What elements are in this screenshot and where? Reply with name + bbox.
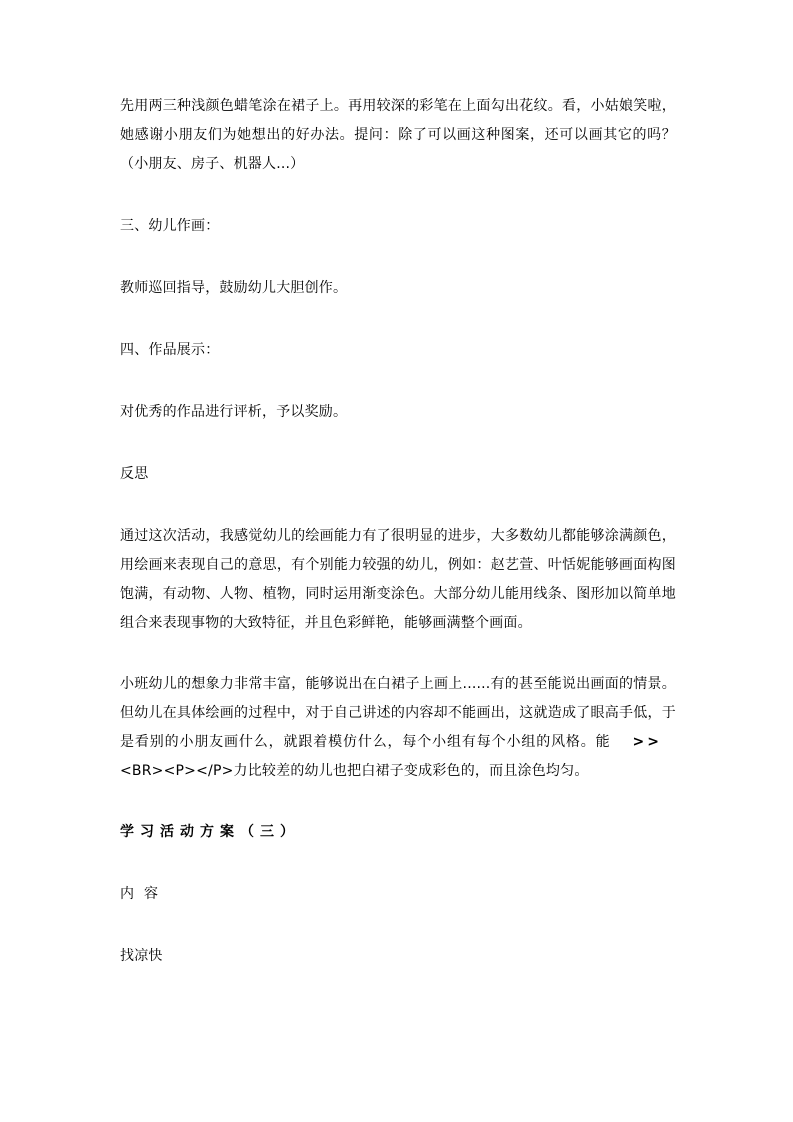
paragraph-teacher-guidance: 教师巡回指导，鼓励幼儿大胆创作。 — [120, 280, 348, 296]
document-body — [120, 92, 676, 1004]
imagination-text-end: <BR><P></P>力比较差的幼儿也把白裙子变成彩色的，而且涂色均匀。 — [120, 763, 589, 779]
paragraph-evaluation: 对优秀的作品进行评析，予以奖励。 — [120, 404, 348, 420]
section-heading-work-display: 四、作品展示： — [120, 342, 220, 358]
arrows-marker: >> — [632, 734, 662, 750]
activity-title: 找凉快 — [120, 948, 163, 964]
paragraph-reflection-progress: 通过这次活动，我感觉幼儿的绘画能力有了很明显的进步，大多数幼儿都能够涂满颜色，用绘画来表现自己的意思，有个别能力较强的幼儿，例如：赵艺萱、叶恬妮能够画面构图饱满，有动物、人物、植物，同时运用渐变涂色。大部分幼儿能用线条、图形加以简单地组合来表现事物的大致特征，并且色彩鲜艳，能够画满整个画面。 — [120, 528, 676, 631]
reflection-heading: 反思 — [120, 466, 149, 482]
activity-plan-heading: 学习活动方案（三） — [120, 824, 300, 840]
section-heading-children-drawing: 三、幼儿作画： — [120, 218, 220, 234]
imagination-text-start: 小班幼儿的想象力非常丰富，能够说出在白裙子上画上......有的甚至能说出画面的情景。但幼儿在具体绘画的过程中，对于自己讲述的内容却不能画出，这就造成了眼高手低，于是看别的小朋友画什么，就跟着模仿什么，每个小组有每个小组的风格。能 — [120, 676, 676, 750]
paragraph-reflection-imagination — [120, 670, 676, 786]
paragraph-coloring-skirt: 先用两三种浅颜色蜡笔涂在裙子上。再用较深的彩笔在上面勾出花纹。看，小姑娘笑啦，她感谢小朋友们为她想出的好办法。提问：除了可以画这种图案，还可以画其它的吗？（小朋友、房子、机器人...） — [120, 98, 676, 172]
content-label: 内容 — [120, 886, 168, 902]
